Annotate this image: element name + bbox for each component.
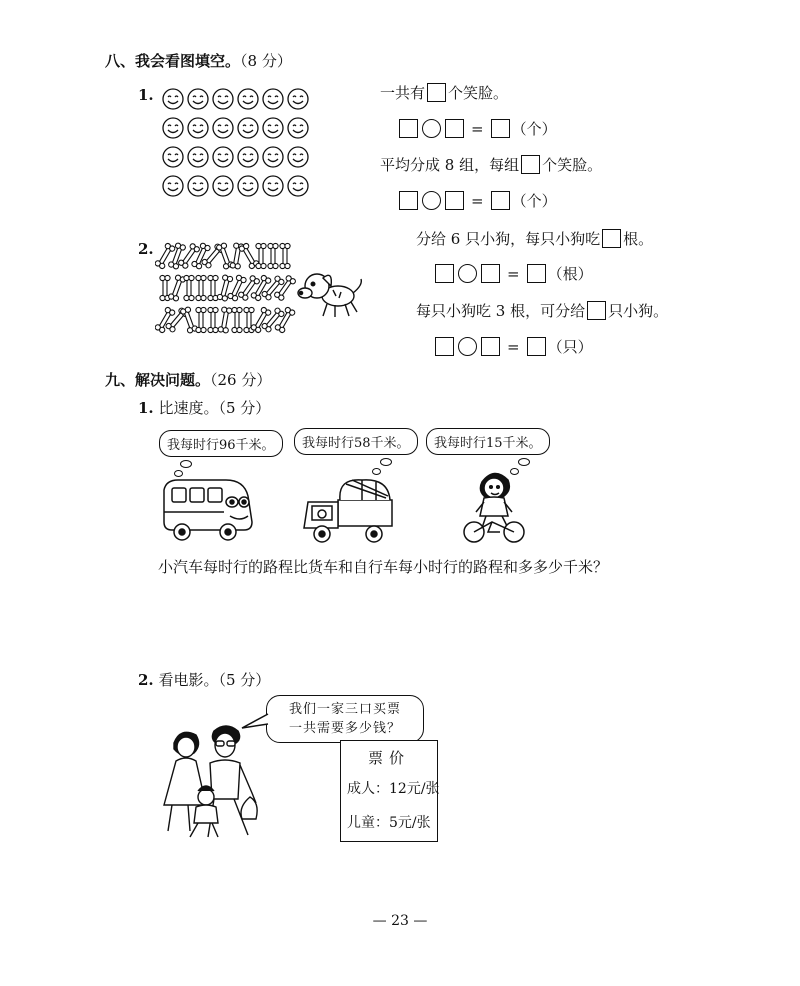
family-speech-bubble: 我们一家三口买票 一共需要多少钱？ bbox=[266, 695, 424, 743]
ticket-price-board bbox=[340, 740, 438, 842]
answer-box[interactable] bbox=[399, 191, 418, 210]
operator-circle[interactable] bbox=[422, 191, 441, 210]
thought-dot bbox=[380, 458, 392, 466]
smiley-face-icon bbox=[287, 146, 309, 168]
section9-title: 九、解决问题。 bbox=[105, 371, 211, 389]
bone-icon bbox=[268, 243, 278, 268]
bone-icon bbox=[196, 275, 206, 300]
smiley-face-icon bbox=[212, 175, 234, 197]
answer-box[interactable] bbox=[587, 301, 606, 320]
smiley-face-icon bbox=[162, 117, 184, 139]
smiley-face-icon bbox=[162, 88, 184, 110]
bone-icon bbox=[232, 307, 242, 332]
bone-icon bbox=[280, 243, 290, 268]
page-number: — 23 — bbox=[372, 913, 428, 929]
q1-line-groups: 平均分成 8 组，每组 个笑脸。 bbox=[380, 156, 603, 174]
operator-circle[interactable] bbox=[422, 119, 441, 138]
answer-box[interactable] bbox=[521, 155, 540, 174]
operator-circle[interactable] bbox=[458, 337, 477, 356]
smiley-face-icon bbox=[262, 117, 284, 139]
equals-sign: = bbox=[471, 192, 484, 210]
q2-equation-2: = （只） bbox=[433, 336, 593, 357]
q2-line-dogs: 分给 6 只小狗，每只小狗吃 根。 bbox=[416, 230, 654, 248]
operator-circle[interactable] bbox=[458, 264, 477, 283]
answer-box[interactable] bbox=[527, 264, 546, 283]
speed-bubble-car: 我每时行96千米。 bbox=[159, 430, 283, 457]
answer-box[interactable] bbox=[445, 191, 464, 210]
smiley-face-icon bbox=[187, 175, 209, 197]
dog-illustration bbox=[298, 274, 361, 317]
smiley-face-icon bbox=[187, 146, 209, 168]
bone-icon bbox=[208, 275, 218, 300]
bone-icon bbox=[184, 275, 194, 300]
answer-box[interactable] bbox=[445, 119, 464, 138]
q2-equation-1: = （根） bbox=[433, 263, 593, 284]
section8-title: 八、我会看图填空。 bbox=[105, 52, 241, 70]
bones-group bbox=[155, 242, 296, 333]
section8-points: （8 分） bbox=[240, 52, 292, 70]
q1-number: 1. bbox=[138, 86, 154, 104]
section9-points: （26 分） bbox=[210, 371, 272, 389]
answer-box[interactable] bbox=[427, 83, 446, 102]
equals-sign: = bbox=[507, 265, 520, 283]
thought-dot bbox=[180, 460, 192, 468]
smiley-face-icon bbox=[262, 88, 284, 110]
answer-box[interactable] bbox=[399, 119, 418, 138]
smiley-face-icon bbox=[162, 175, 184, 197]
answer-box[interactable] bbox=[491, 191, 510, 210]
q1-equation-2: = （个） bbox=[397, 190, 557, 211]
bones-and-dog-illustration bbox=[155, 238, 370, 338]
smiley-face-icon bbox=[237, 88, 259, 110]
q9-1-question: 小汽车每时行的路程比货车和自行车每小时行的路程和多多少千米？ bbox=[158, 558, 609, 576]
equals-sign: = bbox=[471, 120, 484, 138]
bone-icon bbox=[168, 274, 186, 301]
bone-icon bbox=[180, 306, 198, 333]
bicycle-boy-illustration bbox=[460, 468, 530, 546]
truck-illustration bbox=[302, 474, 397, 546]
answer-box[interactable] bbox=[435, 264, 454, 283]
equals-sign: = bbox=[507, 338, 520, 356]
answer-box[interactable] bbox=[435, 337, 454, 356]
smiley-face-icon bbox=[237, 175, 259, 197]
smiley-face-icon bbox=[187, 88, 209, 110]
bone-icon bbox=[218, 307, 232, 334]
smiley-face-icon bbox=[237, 146, 259, 168]
answer-box[interactable] bbox=[491, 119, 510, 138]
thought-dot bbox=[518, 458, 530, 466]
q2-number: 2. bbox=[138, 240, 154, 258]
q9-1-header: 1. 比速度。（5 分） bbox=[138, 399, 271, 417]
q2-line-three: 每只小狗吃 3 根，可分给 只小狗。 bbox=[416, 302, 669, 320]
section8-heading bbox=[105, 50, 292, 71]
smiley-face-icon bbox=[162, 146, 184, 168]
smiley-face-icon bbox=[262, 175, 284, 197]
speed-bubble-truck: 我每时行58千米。 bbox=[294, 428, 418, 455]
ticket-title: 票价 bbox=[367, 749, 410, 767]
bus-illustration bbox=[158, 476, 258, 546]
q9-2-header: 2. 看电影。（5 分） bbox=[138, 671, 271, 689]
smiley-face-icon bbox=[212, 88, 234, 110]
smiley-face-icon bbox=[287, 175, 309, 197]
ticket-adult-price: 成人：12元/张 bbox=[347, 781, 440, 797]
smiley-grid bbox=[162, 88, 312, 204]
smiley-face-icon bbox=[187, 117, 209, 139]
smiley-face-icon bbox=[262, 146, 284, 168]
answer-box[interactable] bbox=[602, 229, 621, 248]
bone-icon bbox=[196, 307, 206, 332]
bone-icon bbox=[208, 307, 218, 332]
q1-line-total: 一共有 个笑脸。 bbox=[380, 84, 509, 102]
bone-icon bbox=[256, 243, 266, 268]
speed-bubble-bike: 我每时行15千米。 bbox=[426, 428, 550, 455]
section9-heading bbox=[105, 369, 271, 390]
family-illustration bbox=[158, 725, 270, 843]
ticket-child-price: 儿童：5元/张 bbox=[347, 815, 431, 831]
smiley-face-icon bbox=[212, 146, 234, 168]
smiley-face-icon bbox=[212, 117, 234, 139]
smiley-face-icon bbox=[287, 88, 309, 110]
answer-box[interactable] bbox=[481, 264, 500, 283]
smiley-face-icon bbox=[287, 117, 309, 139]
answer-box[interactable] bbox=[527, 337, 546, 356]
smiley-face-icon bbox=[237, 117, 259, 139]
q1-equation-1: = （个） bbox=[397, 118, 557, 139]
answer-box[interactable] bbox=[481, 337, 500, 356]
